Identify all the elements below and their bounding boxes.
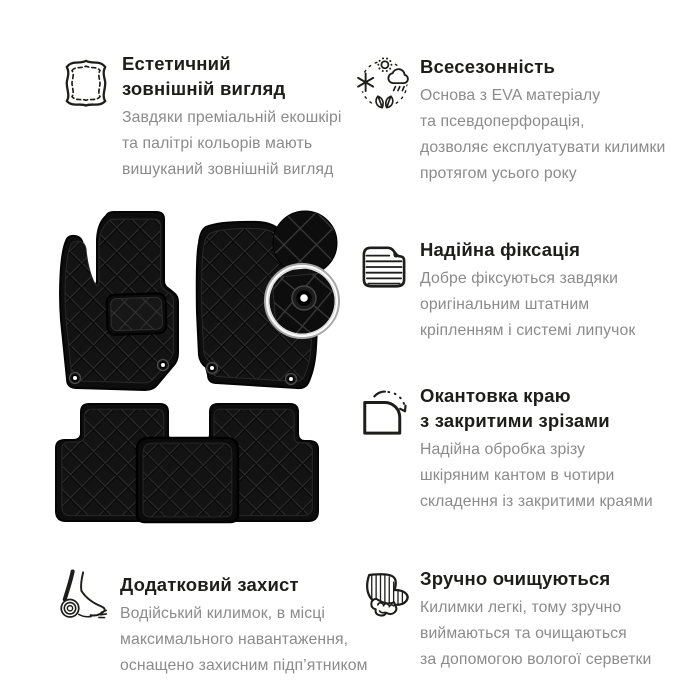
seasons-icon — [356, 54, 412, 116]
feature-easy-cleaning — [356, 566, 651, 673]
folded-edge-icon — [356, 383, 412, 445]
feature-title: Естетичний зовнішній вигляд — [122, 53, 286, 99]
leather-icon — [58, 51, 114, 113]
feature-description: Основа з EVA матеріалу та псевдоперфорація, дозволяє експлуатувати килимки протягом усього року — [420, 87, 666, 182]
hand-wipe-icon — [356, 566, 412, 628]
feature-description: Килимки легкі, тому зручно виймаються та очищаються за допомогою вологої серветки — [420, 599, 652, 668]
feature-description: Надійна обробка зрізу шкіряним кантом в чотири складення із закритими краями — [420, 441, 653, 510]
feature-description: Добре фіксуються завдяки оригінальним штатним кріпленням і системі липучок — [420, 270, 636, 339]
driver-mat — [60, 212, 178, 390]
feature-aesthetic-look — [58, 51, 341, 183]
feature-title: Надійна фіксація — [420, 239, 581, 260]
feature-description: Водійський килимок, в місці максимального навантаження, оснащено захисним підп’ятником — [120, 605, 368, 674]
feature-title: Окантовка краю з закритими зрізами — [420, 385, 610, 431]
feature-all-season — [356, 54, 665, 187]
feature-title: Зручно очищуються — [420, 568, 611, 589]
feature-secure-fixation — [356, 237, 635, 344]
foot-icon — [56, 565, 112, 627]
feature-title: Додатковий захист — [120, 574, 299, 595]
product-image-mats-set — [40, 195, 340, 540]
mat-lines-icon — [356, 237, 412, 299]
feature-title: Всесезонність — [420, 56, 556, 77]
feature-edge-binding — [356, 383, 653, 515]
center-tunnel-mat — [137, 438, 238, 522]
feature-description: Завдяки преміальній екошкірі та палітрі кольорів мають вишуканий зовнішній вигляд — [122, 109, 342, 178]
feature-extra-protection — [56, 565, 368, 679]
